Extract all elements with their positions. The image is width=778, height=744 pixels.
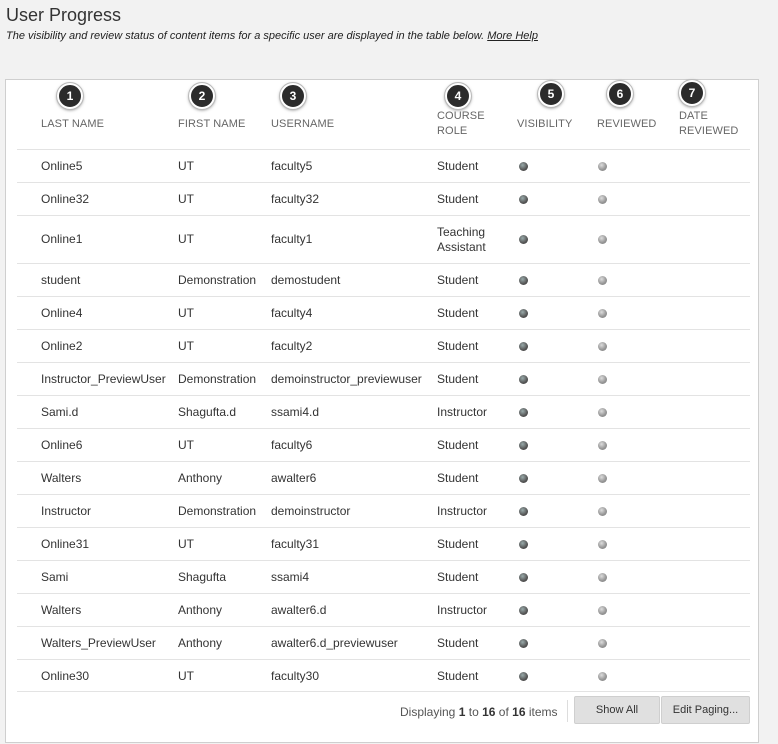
table-row: [17, 149, 750, 182]
cell-course-role: Student: [437, 371, 479, 386]
visible-dot-icon[interactable]: [519, 441, 528, 450]
cell-visibility: [519, 330, 528, 362]
table-row: [17, 182, 750, 215]
paging-to: 16: [482, 705, 496, 719]
cell-visibility: [519, 183, 528, 215]
cell-first-name: UT: [178, 536, 194, 551]
cell-first-name: UT: [178, 232, 194, 246]
table-row: [17, 626, 750, 659]
reviewed-dot-icon[interactable]: [598, 342, 607, 351]
cell-first-name: Anthony: [178, 635, 223, 650]
reviewed-dot-icon[interactable]: [598, 507, 607, 516]
cell-username: faculty5: [271, 158, 313, 173]
cell-reviewed: [598, 462, 607, 494]
visible-dot-icon[interactable]: [519, 639, 528, 648]
col-header-date-reviewed-line1: DATE: [679, 110, 708, 122]
cell-course-role: Student: [437, 191, 479, 206]
cell-last-name: student: [41, 272, 81, 287]
cell-last-name: Online32: [41, 191, 90, 206]
cell-reviewed: [598, 264, 607, 296]
cell-last-name: Sami: [41, 569, 69, 584]
visible-dot-icon[interactable]: [519, 309, 528, 318]
visible-dot-icon[interactable]: [519, 342, 528, 351]
edit-paging-button[interactable]: Edit Paging...: [661, 696, 750, 724]
cell-reviewed: [598, 495, 607, 527]
table-footer: [17, 691, 750, 744]
footer-divider: [567, 700, 568, 722]
table-row: [17, 296, 750, 329]
cell-username: demoinstructor: [271, 503, 351, 518]
paging-of-word: of: [498, 705, 509, 719]
col-header-last-name[interactable]: LAST NAME: [41, 118, 105, 130]
page-title: User Progress: [6, 5, 122, 25]
callout-badge-7: 7: [679, 80, 705, 106]
cell-last-name: Online5: [41, 158, 83, 173]
callout-badge-5: 5: [538, 81, 564, 107]
table-row: [17, 215, 750, 263]
paging-from: 1: [458, 705, 466, 719]
cell-visibility: [519, 495, 528, 527]
cell-course-role: Instructor: [437, 404, 488, 419]
reviewed-dot-icon[interactable]: [598, 375, 607, 384]
cell-visibility: [519, 396, 528, 428]
reviewed-dot-icon[interactable]: [598, 235, 607, 244]
cell-visibility: [519, 594, 528, 626]
callout-badge-3: 3: [280, 83, 306, 109]
reviewed-dot-icon[interactable]: [598, 195, 607, 204]
cell-username: demostudent: [271, 272, 341, 287]
cell-course-role: Student: [437, 338, 479, 353]
more-help-link[interactable]: More Help: [487, 30, 538, 42]
cell-reviewed: [598, 216, 607, 263]
table-row: [17, 395, 750, 428]
cell-first-name: UT: [178, 305, 194, 320]
cell-last-name: Online4: [41, 305, 83, 320]
cell-reviewed: [598, 429, 607, 461]
cell-last-name: Online30: [41, 668, 90, 683]
visible-dot-icon[interactable]: [519, 606, 528, 615]
cell-course-role: Instructor: [437, 602, 488, 617]
visible-dot-icon[interactable]: [519, 507, 528, 516]
table-row: [17, 329, 750, 362]
reviewed-dot-icon[interactable]: [598, 162, 607, 171]
cell-first-name: Demonstration: [178, 503, 257, 518]
cell-course-role: Student: [437, 668, 479, 683]
cell-username: awalter6: [271, 470, 317, 485]
user-progress-panel: [5, 79, 759, 743]
cell-course-role: Student: [437, 305, 479, 320]
reviewed-dot-icon[interactable]: [598, 276, 607, 285]
cell-reviewed: [598, 660, 607, 692]
cell-visibility: [519, 264, 528, 296]
cell-first-name: UT: [178, 191, 194, 206]
reviewed-dot-icon[interactable]: [598, 309, 607, 318]
cell-visibility: [519, 150, 528, 182]
cell-first-name: UT: [178, 158, 194, 173]
cell-username: faculty6: [271, 437, 313, 452]
cell-reviewed: [598, 396, 607, 428]
cell-visibility: [519, 297, 528, 329]
visible-dot-icon[interactable]: [519, 672, 528, 681]
cell-visibility: [519, 660, 528, 692]
cell-reviewed: [598, 594, 607, 626]
cell-last-name: Sami.d: [41, 404, 79, 419]
visible-dot-icon[interactable]: [519, 474, 528, 483]
cell-reviewed: [598, 150, 607, 182]
cell-reviewed: [598, 297, 607, 329]
paging-items-word: items: [528, 705, 558, 719]
col-header-reviewed[interactable]: REVIEWED: [597, 118, 657, 130]
cell-reviewed: [598, 561, 607, 593]
reviewed-dot-icon[interactable]: [598, 408, 607, 417]
cell-reviewed: [598, 363, 607, 395]
cell-first-name: UT: [178, 338, 194, 353]
cell-visibility: [519, 216, 528, 263]
visible-dot-icon[interactable]: [519, 195, 528, 204]
cell-course-role: Student: [437, 470, 479, 485]
cell-visibility: [519, 363, 528, 395]
cell-visibility: [519, 561, 528, 593]
cell-course-role: Student: [437, 437, 479, 452]
reviewed-dot-icon[interactable]: [598, 672, 607, 681]
cell-username: faculty1: [271, 232, 313, 246]
cell-course-role: Student: [437, 272, 479, 287]
cell-reviewed: [598, 528, 607, 560]
reviewed-dot-icon[interactable]: [598, 441, 607, 450]
paging-summary: [400, 705, 558, 719]
col-header-date-reviewed[interactable]: [679, 109, 738, 139]
callout-badge-6: 6: [607, 81, 633, 107]
cell-first-name: Anthony: [178, 470, 223, 485]
cell-reviewed: [598, 183, 607, 215]
cell-last-name: Online2: [41, 338, 83, 353]
cell-first-name: UT: [178, 668, 194, 683]
visible-dot-icon[interactable]: [519, 235, 528, 244]
callout-badge-2: 2: [189, 83, 215, 109]
col-header-course-role-line1: COURSE: [437, 110, 485, 122]
cell-first-name: UT: [178, 437, 194, 452]
page-subtitle: [6, 30, 538, 42]
subtitle-text: The visibility and review status of content items for a specific user are displayed in the table below.: [6, 30, 485, 42]
visible-dot-icon[interactable]: [519, 540, 528, 549]
cell-course-role: Instructor: [437, 503, 488, 518]
show-all-button[interactable]: Show All: [574, 696, 660, 724]
cell-visibility: [519, 462, 528, 494]
col-header-visibility[interactable]: VISIBILITY: [517, 118, 573, 130]
table-row: [17, 560, 750, 593]
cell-username: faculty31: [271, 536, 320, 551]
cell-last-name: Online1: [41, 232, 83, 246]
cell-username: ssami4: [271, 569, 310, 584]
cell-last-name: Instructor: [41, 503, 92, 518]
paging-total: 16: [512, 705, 526, 719]
reviewed-dot-icon[interactable]: [598, 639, 607, 648]
cell-course-role: Student: [437, 158, 479, 173]
cell-last-name: Instructor_PreviewUser: [41, 371, 166, 386]
cell-course-role: Student: [437, 635, 479, 650]
cell-visibility: [519, 528, 528, 560]
table-row: [17, 263, 750, 296]
col-header-date-reviewed-line2: REVIEWED: [679, 125, 739, 137]
cell-username: awalter6.d: [271, 602, 327, 617]
cell-reviewed: [598, 330, 607, 362]
reviewed-dot-icon[interactable]: [598, 474, 607, 483]
cell-first-name: Shagufta.d: [178, 404, 237, 419]
paging-displaying: Displaying: [400, 705, 456, 719]
cell-visibility: [519, 627, 528, 659]
cell-first-name: Anthony: [178, 602, 223, 617]
cell-last-name: Online31: [41, 536, 90, 551]
table-row: [17, 593, 750, 626]
cell-reviewed: [598, 627, 607, 659]
cell-username: faculty2: [271, 338, 313, 353]
visible-dot-icon[interactable]: [519, 408, 528, 417]
reviewed-dot-icon[interactable]: [598, 573, 607, 582]
cell-username: faculty30: [271, 668, 320, 683]
cell-first-name: Shagufta: [178, 569, 227, 584]
col-header-first-name[interactable]: FIRST NAME: [178, 118, 246, 130]
callout-badge-4: 4: [445, 83, 471, 109]
visible-dot-icon[interactable]: [519, 375, 528, 384]
visible-dot-icon[interactable]: [519, 573, 528, 582]
col-header-course-role-line2: ROLE: [437, 125, 468, 137]
cell-first-name: Demonstration: [178, 371, 257, 386]
paging-to-word: to: [468, 705, 479, 719]
cell-last-name: Walters_PreviewUser: [41, 635, 156, 650]
cell-username: demoinstructor_previewuser: [271, 371, 422, 386]
cell-last-name: Walters: [41, 602, 82, 617]
cell-course-role: Student: [437, 569, 479, 584]
table-row: [17, 461, 750, 494]
reviewed-dot-icon[interactable]: [598, 606, 607, 615]
cell-first-name: Demonstration: [178, 272, 257, 287]
callout-badge-1: 1: [57, 83, 83, 109]
table-row: [17, 659, 750, 692]
table-row: [17, 527, 750, 560]
table-row: [17, 362, 750, 395]
cell-last-name: Walters: [41, 470, 82, 485]
cell-visibility: [519, 429, 528, 461]
table-row: [17, 494, 750, 527]
cell-username: faculty32: [271, 191, 320, 206]
cell-username: ssami4.d: [271, 404, 320, 419]
cell-course-role: Student: [437, 536, 479, 551]
col-header-username[interactable]: USERNAME: [271, 118, 335, 130]
reviewed-dot-icon[interactable]: [598, 540, 607, 549]
cell-username: awalter6.d_previewuser: [271, 635, 398, 650]
col-header-course-role[interactable]: [437, 109, 485, 139]
cell-username: faculty4: [271, 305, 313, 320]
table-row: [17, 428, 750, 461]
cell-last-name: Online6: [41, 437, 83, 452]
cell-course-role: Teaching Assistant: [437, 224, 486, 254]
visible-dot-icon[interactable]: [519, 276, 528, 285]
visible-dot-icon[interactable]: [519, 162, 528, 171]
